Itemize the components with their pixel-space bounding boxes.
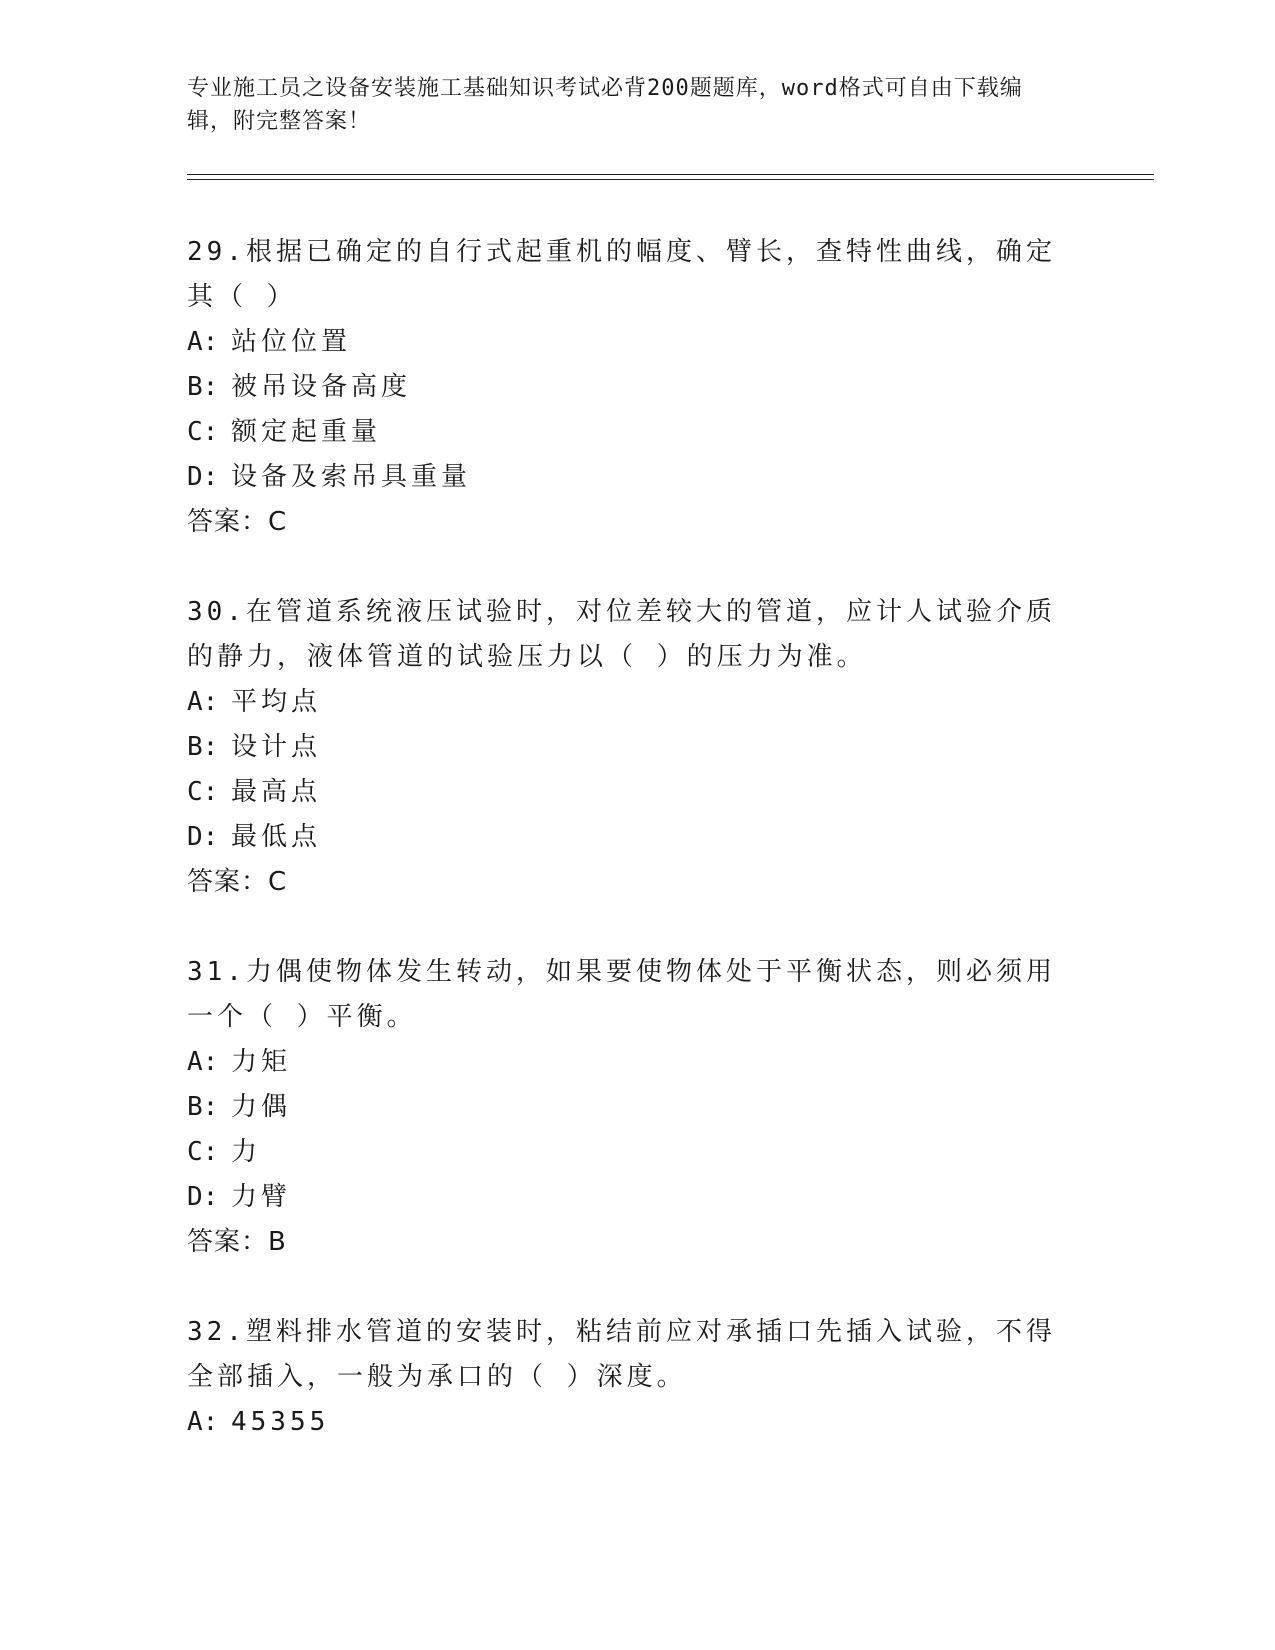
option-text: 设备及索吊具重量 bbox=[231, 462, 472, 492]
answer-line: 答案：C bbox=[187, 867, 288, 897]
option-text: 平均点 bbox=[231, 687, 322, 717]
option-letter: B: bbox=[187, 1092, 219, 1122]
option-b bbox=[187, 365, 1067, 410]
question-29 bbox=[187, 230, 1067, 545]
option-a bbox=[187, 1040, 1067, 1085]
option-letter: A: bbox=[187, 1047, 219, 1077]
option-letter: D: bbox=[187, 822, 219, 852]
option-text: 力 bbox=[231, 1137, 262, 1167]
option-a bbox=[187, 320, 1067, 365]
header-divider-bottom bbox=[187, 179, 1154, 180]
option-text: 力矩 bbox=[231, 1047, 292, 1077]
option-letter: D: bbox=[187, 1182, 219, 1212]
question-stem: 32.塑料排水管道的安装时，粘结前应对承插口先插入试验，不得全部插入，一般为承口的（ ）深度。 bbox=[187, 1317, 1056, 1392]
option-text: 额定起重量 bbox=[231, 417, 382, 447]
question-stem: 30.在管道系统液压试验时，对位差较大的管道，应计人试验介质的静力，液体管道的试验压力以（ ）的压力为准。 bbox=[187, 597, 1056, 672]
option-a bbox=[187, 1400, 1067, 1445]
option-b bbox=[187, 1085, 1067, 1130]
answer-line: 答案：C bbox=[187, 507, 288, 537]
option-letter: C: bbox=[187, 417, 219, 447]
option-text: 最高点 bbox=[231, 777, 322, 807]
option-c bbox=[187, 1130, 1067, 1175]
option-letter: C: bbox=[187, 777, 219, 807]
option-letter: D: bbox=[187, 462, 219, 492]
option-text: 站位位置 bbox=[231, 327, 352, 357]
option-letter: A: bbox=[187, 327, 219, 357]
option-a bbox=[187, 680, 1067, 725]
question-stem: 29.根据已确定的自行式起重机的幅度、臂长，查特性曲线，确定其（ ） bbox=[187, 237, 1056, 312]
answer-line: 答案：B bbox=[187, 1227, 287, 1257]
option-letter: A: bbox=[187, 1407, 219, 1437]
option-text: 力偶 bbox=[231, 1092, 292, 1122]
option-c bbox=[187, 410, 1067, 455]
option-d bbox=[187, 1175, 1067, 1220]
option-text: 被吊设备高度 bbox=[231, 372, 412, 402]
option-letter: A: bbox=[187, 687, 219, 717]
document-header: 专业施工员之设备安装施工基础知识考试必背200题题库，word格式可自由下载编辑，附完整答案！ bbox=[187, 76, 1023, 134]
question-30 bbox=[187, 590, 1067, 905]
option-text: 设计点 bbox=[231, 732, 322, 762]
option-letter: B: bbox=[187, 372, 219, 402]
option-letter: B: bbox=[187, 732, 219, 762]
question-31 bbox=[187, 950, 1067, 1265]
option-text: 力臂 bbox=[231, 1182, 292, 1212]
option-text: 45355 bbox=[231, 1407, 330, 1437]
option-d bbox=[187, 815, 1067, 860]
header-divider-top bbox=[187, 174, 1154, 175]
option-c bbox=[187, 770, 1067, 815]
option-letter: C: bbox=[187, 1137, 219, 1167]
question-stem: 31.力偶使物体发生转动，如果要使物体处于平衡状态，则必须用一个（ ）平衡。 bbox=[187, 957, 1056, 1032]
option-d bbox=[187, 455, 1067, 500]
option-text: 最低点 bbox=[231, 822, 322, 852]
question-32 bbox=[187, 1310, 1067, 1445]
option-b bbox=[187, 725, 1067, 770]
